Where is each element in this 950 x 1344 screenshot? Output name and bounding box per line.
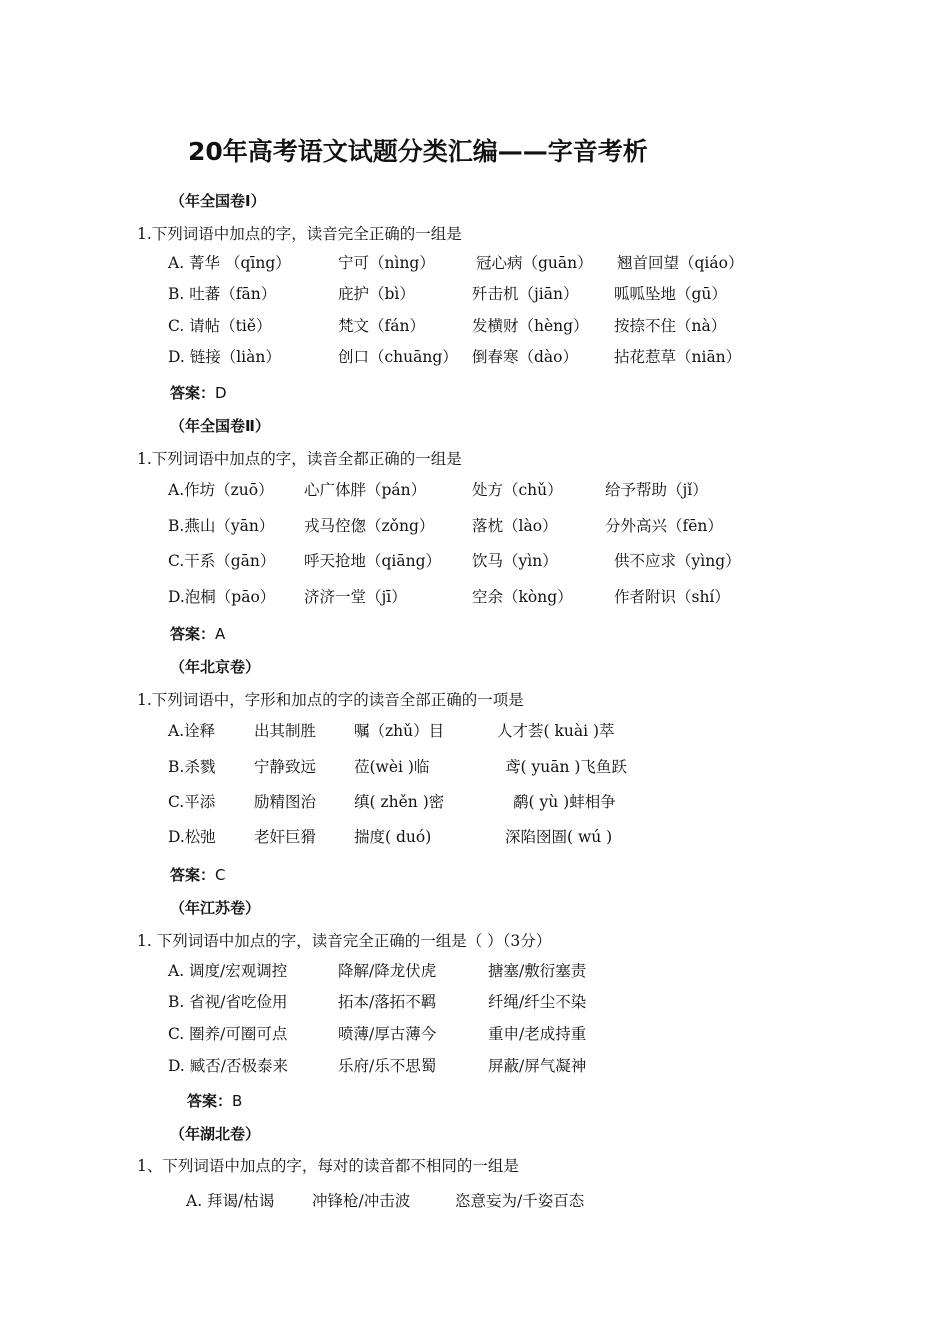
question-5: 1、下列词语中加点的字，每对的读音都不相同的一组是 [137, 1157, 519, 1175]
answer-value: A [215, 625, 226, 643]
option-cell: C.干系（gān） [168, 552, 276, 570]
answer-4 [187, 1091, 242, 1111]
question-3: 1.下列词语中，字形和加点的字的读音全部正确的一项是 [137, 691, 524, 709]
option-cell: 济济一堂（jī） [304, 588, 407, 606]
option-cell: 揣度( duó) [354, 828, 432, 846]
option-cell: 歼击机（jiān） [472, 285, 579, 303]
option-cell: 冠心病（guān） [476, 254, 593, 272]
section-header-3: （年北京卷） [170, 658, 261, 676]
option-cell: 老奸巨猾 [254, 828, 317, 846]
option-cell: 处方（chǔ） [472, 481, 563, 499]
option-cell: 莅(wèi )临 [354, 758, 430, 776]
question-4: 1. 下列词语中加点的字，读音完全正确的一组是（ ）（3分） [137, 932, 552, 950]
option-cell: C.平添 [168, 793, 216, 811]
answer-label: 答案： [187, 1092, 233, 1110]
option-cell: 鸢( yuān )飞鱼跃 [505, 758, 627, 776]
option-cell: B.燕山（yān） [168, 517, 275, 535]
option-cell: A.作坊（zuō） [168, 481, 274, 499]
option-cell: A. 菁华 （qīng） [168, 254, 291, 272]
page-title: 20年高考语文试题分类汇编——字音考析 [188, 137, 648, 166]
option-cell: 乐府/乐不思蜀 [338, 1057, 437, 1075]
option-cell: C. 圈养/可圈可点 [168, 1025, 288, 1043]
question-2: 1.下列词语中加点的字，读音全都正确的一组是 [137, 450, 462, 468]
option-cell: 降解/降龙伏虎 [338, 962, 437, 980]
option-cell: A. 拜谒/枯谒 [186, 1192, 275, 1210]
option-cell: 拓本/落拓不羁 [338, 993, 437, 1011]
answer-label: 答案： [170, 625, 216, 643]
answer-3 [170, 865, 226, 885]
option-cell: A.诠释 [168, 722, 216, 740]
section-header-1: （年全国卷Ⅰ） [170, 192, 266, 210]
option-cell: 搪塞/敷衍塞责 [488, 962, 587, 980]
option-cell: 按捺不住（nà） [614, 317, 727, 335]
option-cell: 冲锋枪/冲击波 [312, 1192, 411, 1210]
option-cell: 呱呱坠地（gū） [614, 285, 727, 303]
option-cell: 发横财（hèng） [472, 317, 589, 335]
option-cell: 给予帮助（jǐ） [605, 481, 708, 499]
section-header-4: （年江苏卷） [170, 899, 261, 917]
option-cell: 出其制胜 [254, 722, 317, 740]
option-cell: 屏蔽/屏气凝神 [488, 1057, 587, 1075]
answer-value: D [215, 384, 227, 402]
option-cell: 鹬( yù )蚌相争 [513, 793, 616, 811]
option-cell: D. 链接（liàn） [168, 348, 281, 366]
option-cell: 梵文（fán） [338, 317, 425, 335]
option-cell: 宁静致远 [254, 758, 317, 776]
option-cell: 嘱（zhǔ）目 [354, 722, 445, 740]
option-cell: B.杀戮 [168, 758, 216, 776]
option-cell: B. 吐蕃（fān） [168, 285, 277, 303]
option-cell: 空余（kòng） [472, 588, 573, 606]
option-cell: 心广体胖（pán） [304, 481, 427, 499]
option-cell: 纤绳/纤尘不染 [488, 993, 587, 1011]
answer-label: 答案： [170, 866, 216, 884]
option-cell: 戎马倥偬（zǒng） [304, 517, 435, 535]
option-cell: 宁可（nìng） [338, 254, 435, 272]
option-cell: 重申/老成持重 [488, 1025, 587, 1043]
option-cell: D.松弛 [168, 828, 216, 846]
option-cell: 缜( zhěn )密 [354, 793, 445, 811]
option-cell: 饮马（yìn） [472, 552, 558, 570]
section-header-5: （年湖北卷） [170, 1125, 261, 1143]
option-cell: 庇护（bì） [338, 285, 415, 303]
answer-value: B [232, 1092, 243, 1110]
option-cell: 分外高兴（fēn） [605, 517, 723, 535]
answer-value: C [215, 866, 226, 884]
option-cell: A. 调度/宏观调控 [168, 962, 288, 980]
option-cell: 恣意妄为/千姿百态 [455, 1192, 585, 1210]
option-cell: 落枕（lào） [472, 517, 558, 535]
question-1: 1.下列词语中加点的字，读音完全正确的一组是 [137, 225, 462, 243]
option-cell: 呼天抢地（qiāng） [304, 552, 442, 570]
answer-2 [170, 624, 225, 644]
option-cell: 喷薄/厚古薄今 [338, 1025, 437, 1043]
option-cell: 翘首回望（qiáo） [617, 254, 744, 272]
section-header-2: （年全国卷Ⅱ） [170, 417, 270, 435]
option-cell: 人才荟( kuài )萃 [497, 722, 615, 740]
option-cell: D.泡桐（pāo） [168, 588, 276, 606]
option-cell: 拈花惹草（niān） [614, 348, 742, 366]
answer-label: 答案： [170, 384, 216, 402]
option-cell: B. 省视/省吃俭用 [168, 993, 288, 1011]
answer-1 [170, 383, 227, 403]
option-cell: 深陷囹圄( wú ) [505, 828, 613, 846]
option-cell: D. 臧否/否极泰来 [168, 1057, 288, 1075]
option-cell: 倒春寒（dào） [472, 348, 578, 366]
option-cell: C. 请帖（tiě） [168, 317, 272, 335]
option-cell: 供不应求（yìng） [614, 552, 741, 570]
option-cell: 作者附识（shí） [614, 588, 730, 606]
option-cell: 励精图治 [254, 793, 317, 811]
option-cell: 创口（chuāng） [338, 348, 458, 366]
